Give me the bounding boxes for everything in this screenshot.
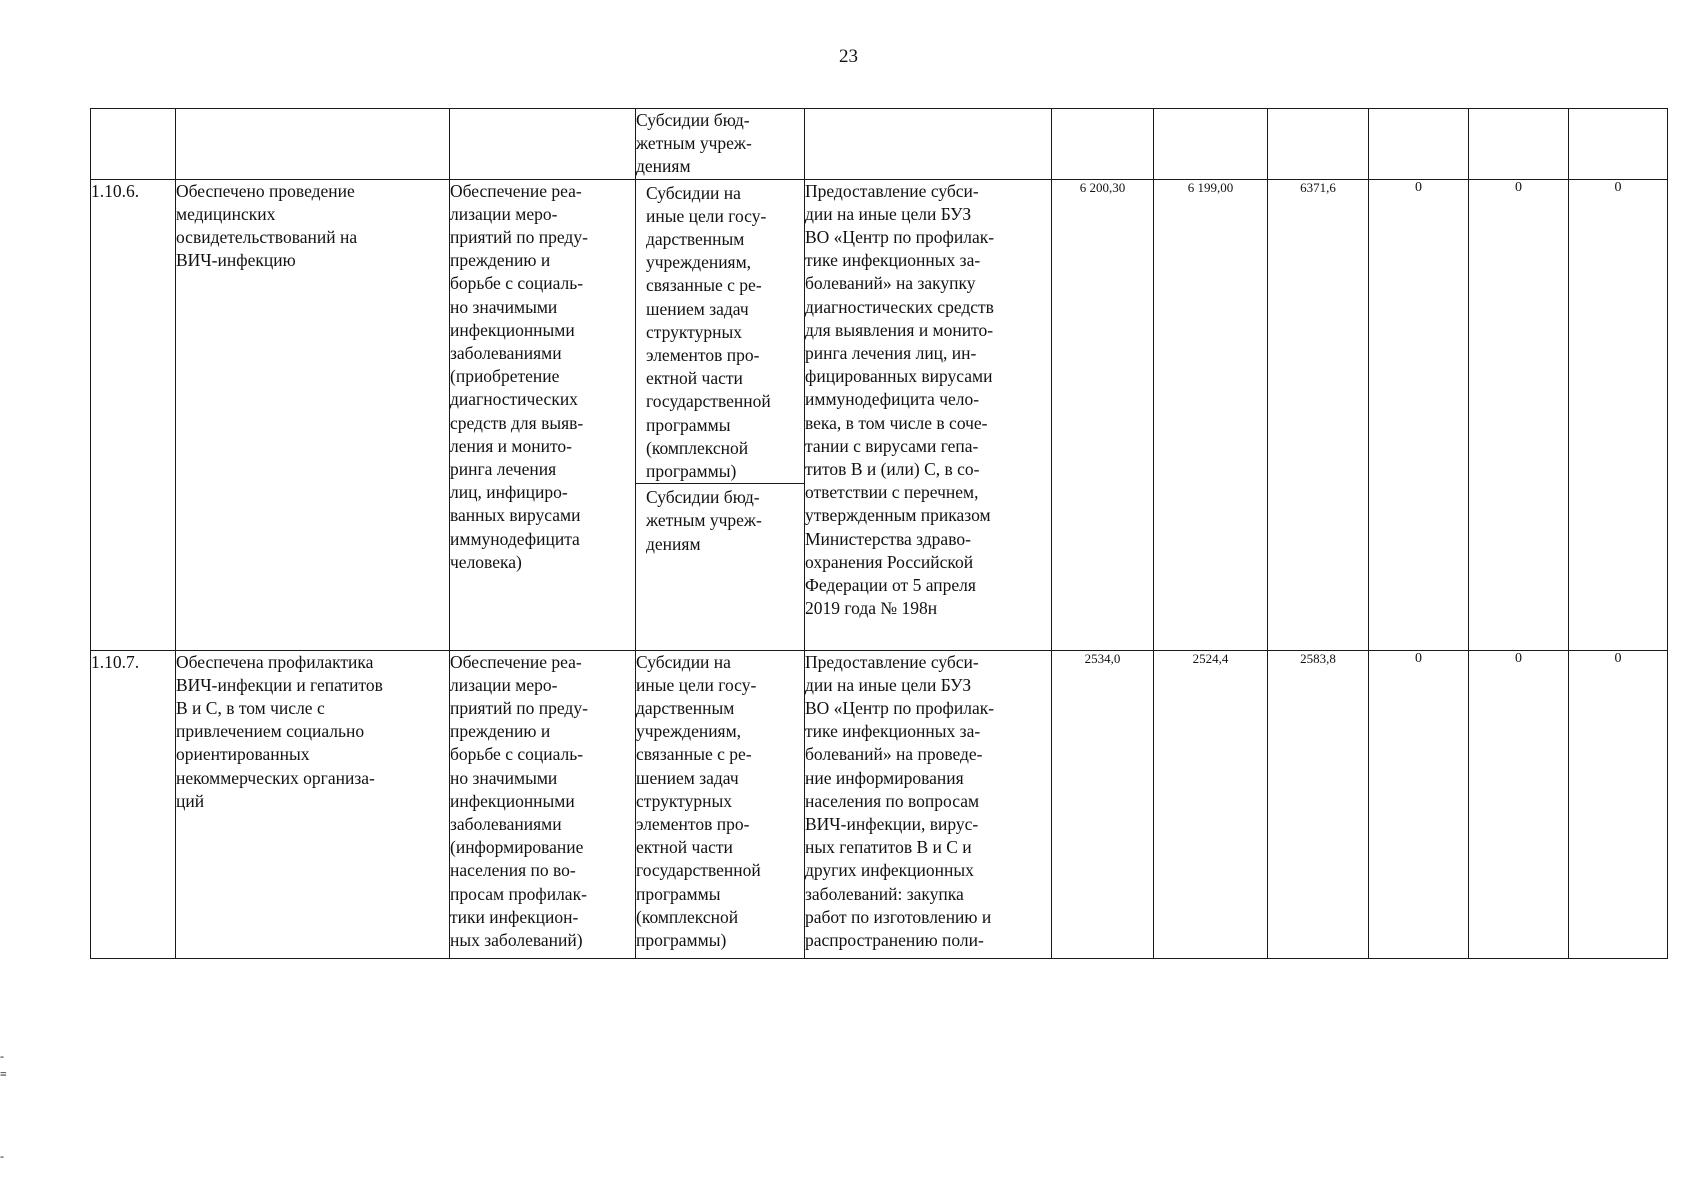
value-cell: 0 [1369,179,1469,650]
binding-marks: - ≡ - [0,1049,7,1163]
value-cell: 6 200,30 [1052,179,1154,650]
measure-cell: Обеспечение реа- лизации меро- приятий по преду- преждению и борьбе с социаль- но значимыми инфекционными заболеваниями (информирование населения по во- просам профилак- тики инфекцион- ных заболеваний) [450,650,636,958]
value-cell: 0 [1569,650,1668,958]
description-cell: Предоставление субси- дии на иные цели БУЗ ВО «Центр по профилак- тике инфекционных за- болеваний» на проведе- ние информирования населения по вопросам ВИЧ-инфекции, вирус- ных гепатитов В и С и других инфекционных заболеваний: закупка работ по изготовлению и распространению поли- [805,650,1052,958]
value-cell: 0 [1569,179,1668,650]
result-cell: Обеспечена профилактика ВИЧ-инфекции и гепатитов В и С, в том числе с привлечением социально ориентированных некоммерческих организа- ций [176,650,450,958]
value-cell: 2583,8 [1268,650,1369,958]
value-cell: 0 [1469,650,1569,958]
funding-source-subsidy-other: Субсидии на иные цели госу- дарственным учреждениям, связанные с ре- шением задач структурных элементов про- ектной части государственной программы (комплексной программы) [636,180,804,485]
value-cell: 6371,6 [1268,179,1369,650]
funding-source-cell: Субсидии бюд- жетным учреж- дениям [636,109,805,180]
cell-empty [176,109,450,180]
funding-source-cell [636,179,805,650]
value-cell: 0 [1469,179,1569,650]
program-table [90,108,1668,959]
description-cell: Предоставление субси- дии на иные цели БУЗ ВО «Центр по профилак- тике инфекционных за- болеваний» на закупку диагностических средств для выявления и монито- ринга лечения лиц, ин- фицированных вирусами иммунодефицита чело- века, в том числе в соче- тании с вирусами гепа- титов В и (или) С, в со- ответствии с перечнем, утвержденным приказом Министерства здраво- охранения Российской Федерации от 5 апреля 2019 года № 198н [805,179,1052,650]
cell-empty [91,109,176,180]
table-row [91,650,1668,958]
cell-empty [1268,109,1369,180]
funding-source-subsidy-budget: Субсидии бюд- жетным учреж- дениям [646,487,762,554]
cell-empty [805,109,1052,180]
cell-empty [1569,109,1668,180]
cell-empty [1369,109,1469,180]
row-number: 1.10.7. [91,650,176,958]
result-cell: Обеспечено проведение медицинских освидетельствований на ВИЧ-инфекцию [176,179,450,650]
value-cell: 2524,4 [1154,650,1268,958]
measure-cell: Обеспечение реа- лизации меро- приятий по преду- преждению и борьбе с социаль- но значимыми инфекционными заболеваниями (приобретение диагностических средств для выяв- ления и монито- ринга лечения лиц, инфициро- ванных вирусами иммунодефицита человека) [450,179,636,650]
table-row [91,179,1668,650]
continuation-row [91,109,1668,180]
value-cell: 6 199,00 [1154,179,1268,650]
value-cell: 2534,0 [1052,650,1154,958]
row-number: 1.10.6. [91,179,176,650]
cell-empty [1052,109,1154,180]
cell-empty [450,109,636,180]
funding-source-cell: Субсидии на иные цели госу- дарственным учреждениям, связанные с ре- шением задач структурных элементов про- ектной части государственной программы (комплексной программы) [636,650,805,958]
value-cell: 0 [1369,650,1469,958]
cell-empty [1469,109,1569,180]
page-number: 23 [839,46,858,67]
cell-empty [1154,109,1268,180]
